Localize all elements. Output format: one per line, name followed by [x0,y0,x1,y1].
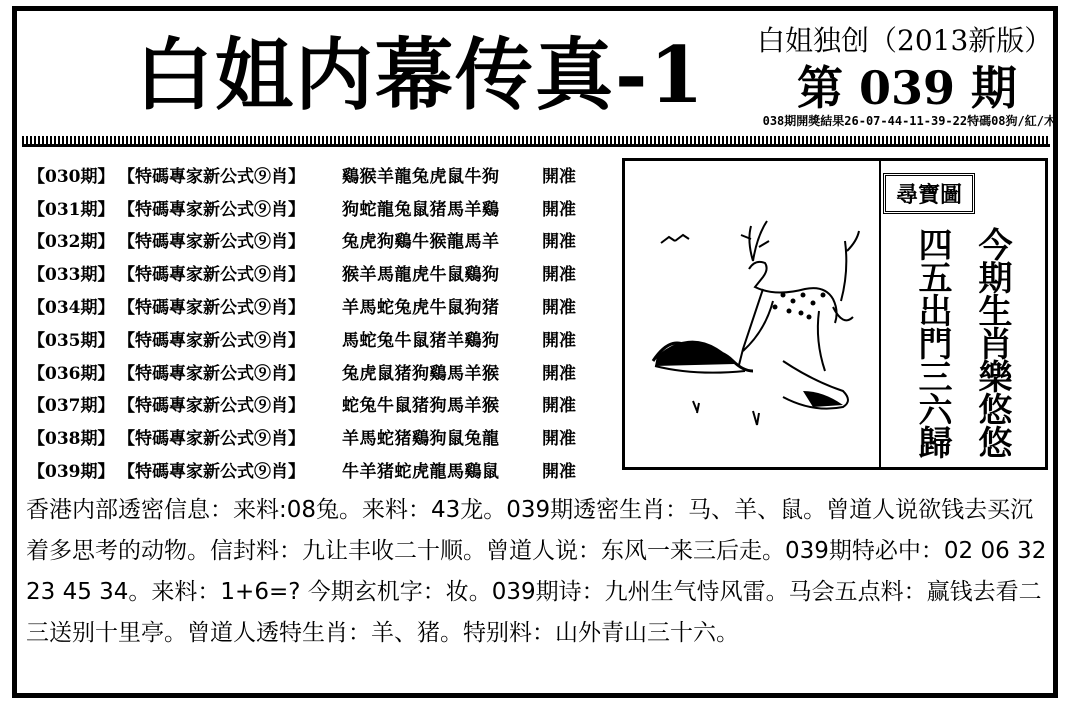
history-zodiacs: 牛羊猪蛇虎龍馬鷄鼠 [342,462,500,483]
treasure-divider [879,161,881,467]
history-row [28,158,618,191]
history-period: 【034期】 [28,298,115,319]
history-zodiacs: 羊馬蛇猪鷄狗鼠兔龍 [342,429,500,450]
history-result: 開准 [542,298,576,319]
info-paragraph: 香港内部透密信息：来料:08兔。来料：43龙。039期透密生肖：马、羊、鼠。曾道人说欲钱去买沉着多思考的动物。信封料：九让丰收二十顺。曾道人说：东风一来三后走。039期特必中：02 06 32 23 45 34。来料：1+6=? 今期玄机字：妆。039期诗：九州生气恃风雷。马会五点料：赢钱去看二三送别十里亭。曾道人透特生肖：羊、猪。特别料：山外青山三十六。 [26,497,1047,646]
history-formula: 【特碼專家新公式⑨肖】 [118,199,305,220]
history-zodiacs: 兔虎狗鷄牛猴龍馬羊 [342,232,500,253]
history-result: 開准 [542,232,576,253]
history-formula: 【特碼專家新公式⑨肖】 [118,462,305,483]
history-result: 開准 [542,462,576,483]
history-formula: 【特碼專家新公式⑨肖】 [118,363,305,384]
deer-illustration [633,191,873,451]
last-result: 038期開獎結果26-07-44-11-39-22特碼08狗/紅/木 [762,114,1056,128]
history-result: 開准 [542,429,576,450]
history-zodiacs: 蛇兔牛鼠猪狗馬羊猴 [342,396,500,417]
history-period: 【038期】 [28,429,115,450]
history-period: 【039期】 [28,462,115,483]
history-zodiacs: 兔虎鼠猪狗鷄馬羊猴 [342,363,500,384]
history-result: 開准 [542,396,576,417]
history-result: 開准 [542,199,576,220]
history-formula: 【特碼專家新公式⑨肖】 [118,265,305,286]
poem-column-2: 四五出門三六歸 [912,227,952,458]
history-formula: 【特碼專家新公式⑨肖】 [118,429,305,450]
history-zodiacs: 馬蛇兔牛鼠猪羊鷄狗 [342,330,500,351]
history-row [28,420,618,453]
history-formula: 【特碼專家新公式⑨肖】 [118,330,305,351]
history-period: 【032期】 [28,232,115,253]
history-zodiacs: 羊馬蛇兔虎牛鼠狗猪 [342,298,500,319]
history-row [28,289,618,322]
history-zodiacs: 猴羊馬龍虎牛鼠鷄狗 [342,265,500,286]
history-row [28,322,618,355]
history-row [28,191,618,224]
poem-column-1: 今期生肖樂悠悠 [972,227,1012,458]
history-row [28,355,618,388]
divider-rule [22,136,1050,147]
history-result: 開准 [542,166,576,187]
history-list [28,158,618,486]
history-period: 【035期】 [28,330,115,351]
history-period: 【031期】 [28,199,115,220]
page-title: 白姐内幕传真-1 [135,30,706,121]
history-result: 開准 [542,330,576,351]
history-row [28,256,618,289]
history-formula: 【特碼專家新公式⑨肖】 [118,232,305,253]
history-row [28,453,618,486]
history-zodiacs: 狗蛇龍兔鼠猪馬羊鷄 [342,199,500,220]
issue-number: 第 039 期 [797,61,1018,115]
history-zodiacs: 鷄猴羊龍兔虎鼠牛狗 [342,166,500,187]
history-formula: 【特碼專家新公式⑨肖】 [118,298,305,319]
history-period: 【030期】 [28,166,115,187]
history-period: 【037期】 [28,396,115,417]
history-row [28,224,618,257]
brand-label: 白姐独创（2013新版） [757,24,1053,57]
treasure-label: 尋寶圖 [883,173,975,214]
history-result: 開准 [542,265,576,286]
treasure-map-box [622,158,1048,470]
history-period: 【033期】 [28,265,115,286]
history-formula: 【特碼專家新公式⑨肖】 [118,166,305,187]
history-result: 開准 [542,363,576,384]
history-row [28,388,618,421]
history-formula: 【特碼專家新公式⑨肖】 [118,396,305,417]
history-period: 【036期】 [28,363,115,384]
